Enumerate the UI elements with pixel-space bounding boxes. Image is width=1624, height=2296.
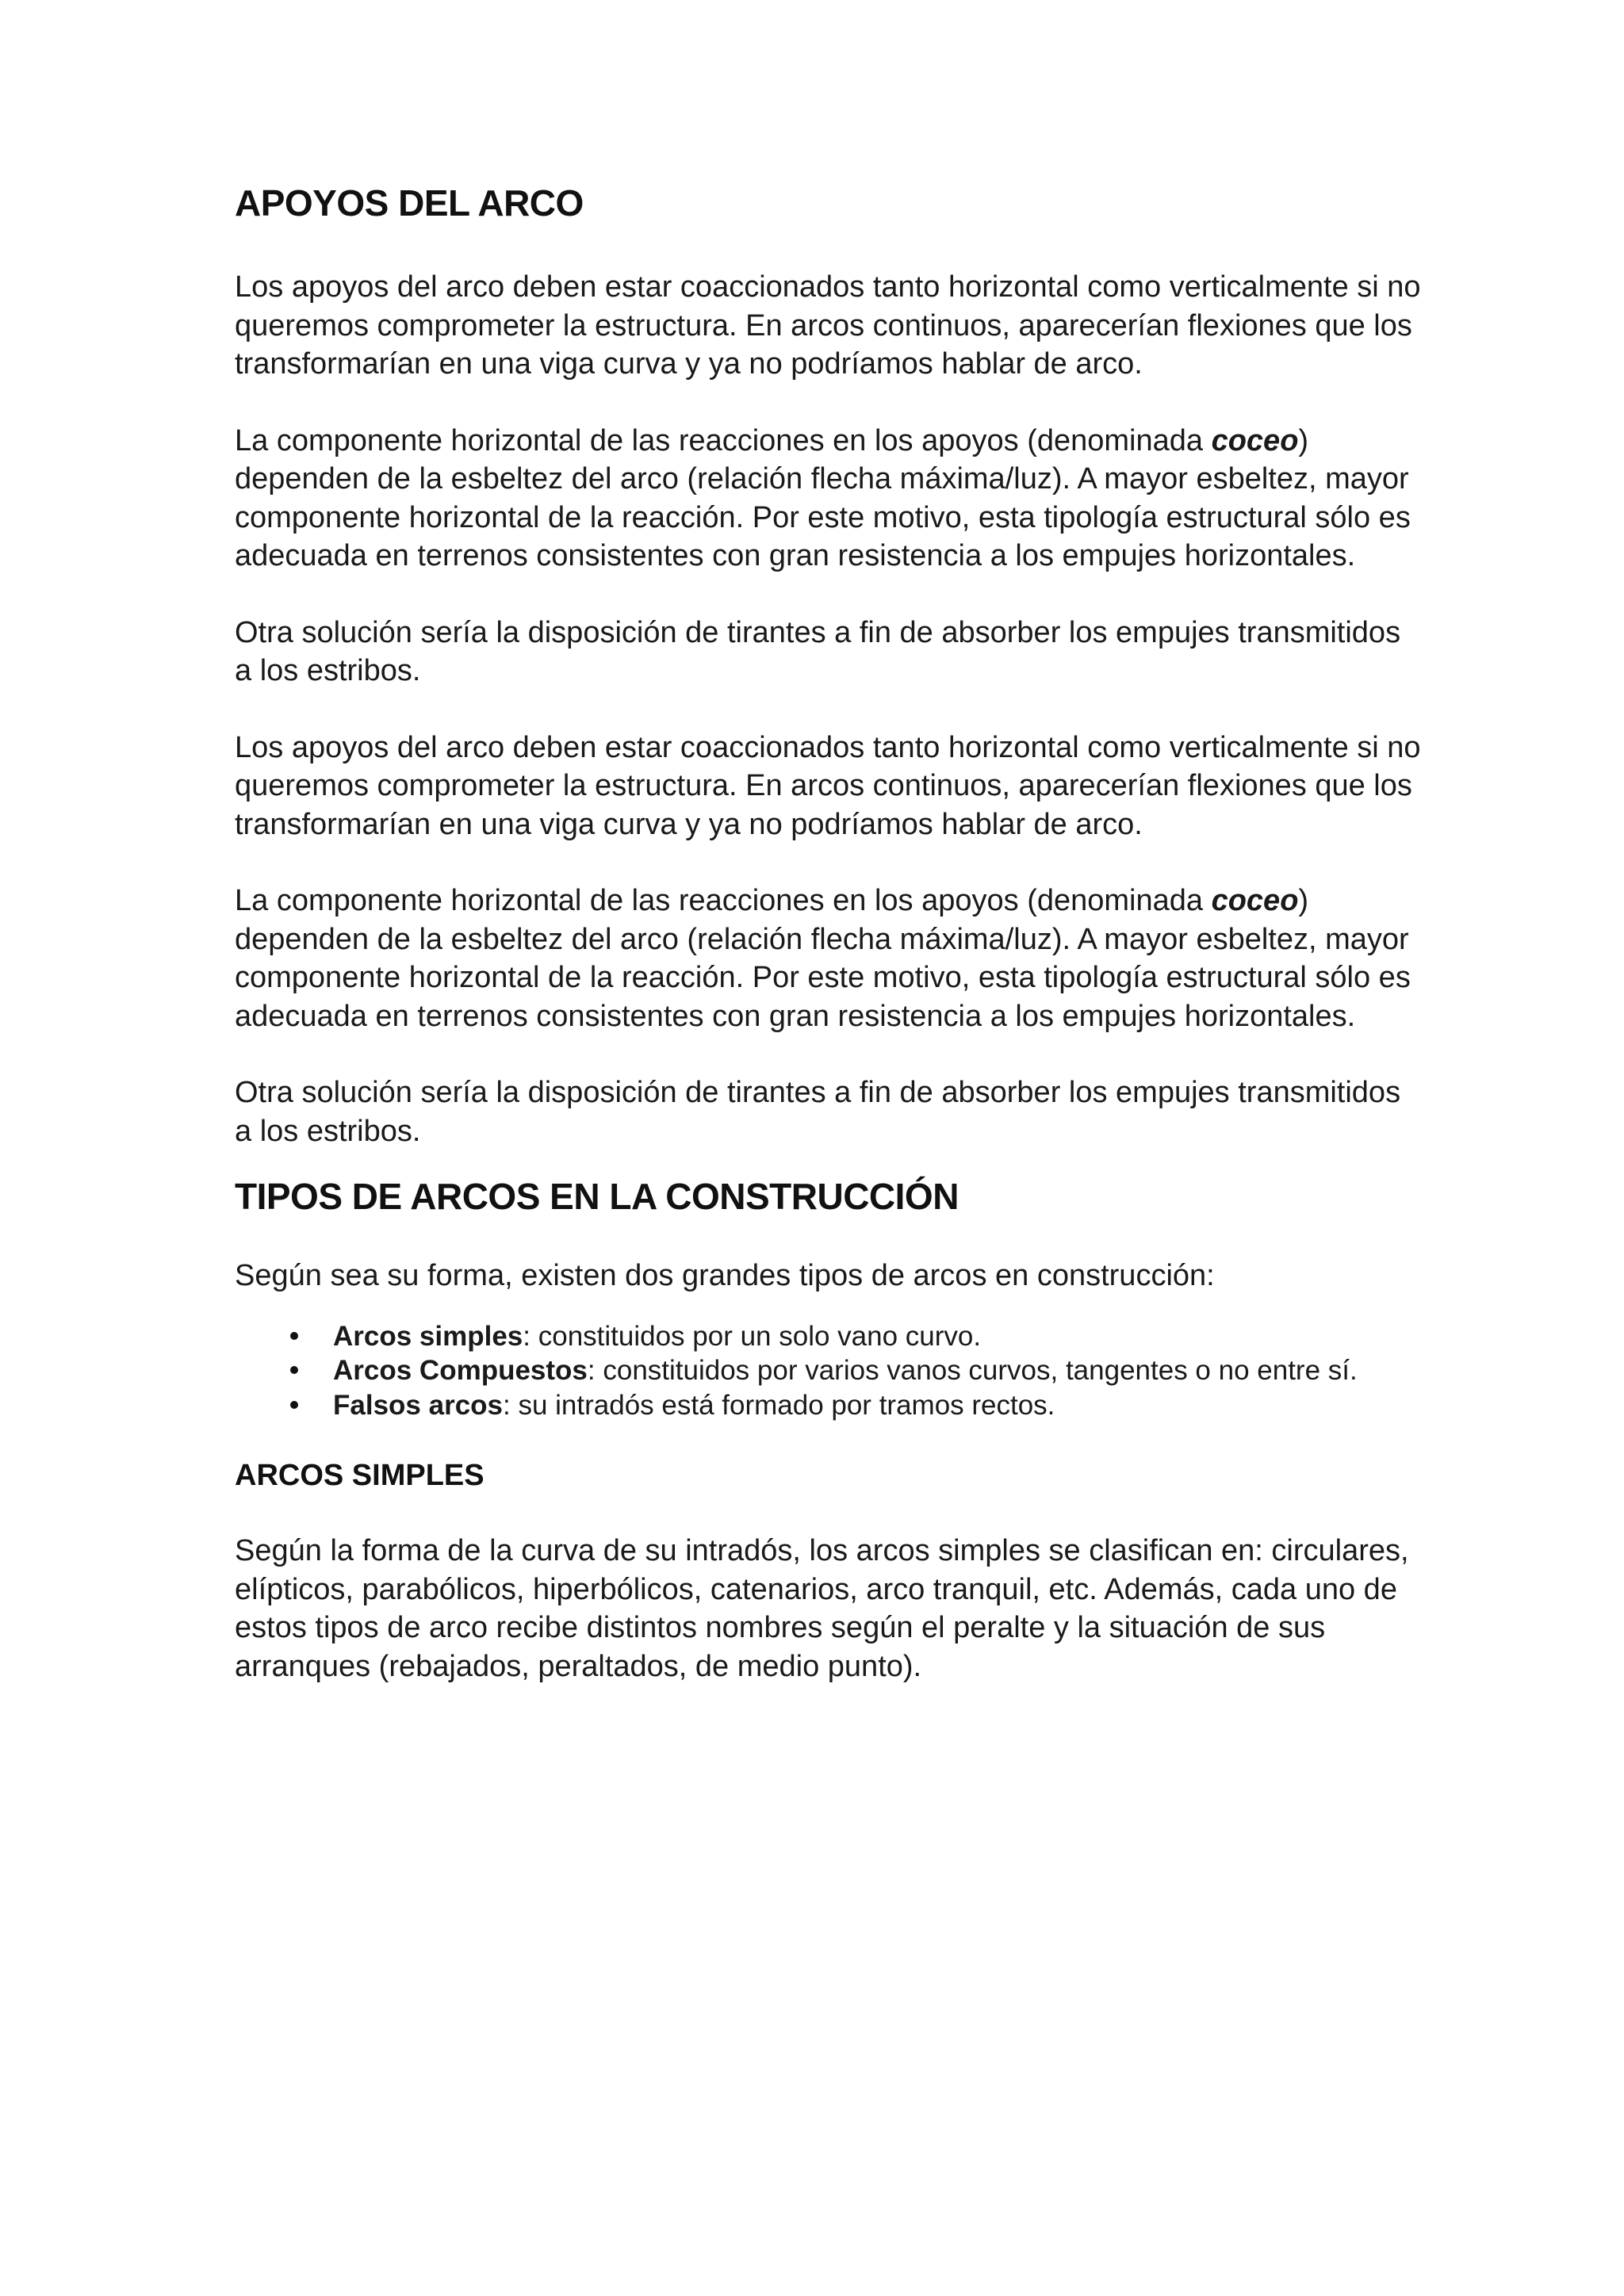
list-item-term: Arcos simples: [333, 1320, 523, 1352]
heading-arcos-simples: ARCOS SIMPLES: [235, 1459, 485, 1492]
list-item-desc: : constituidos por varios vanos curvos, tangentes o no entre sí.: [587, 1355, 1358, 1386]
list-item-term: Arcos Compuestos: [333, 1355, 588, 1386]
heading-tipos-de-arcos: TIPOS DE ARCOS EN LA CONSTRUCCIÓN: [235, 1176, 959, 1217]
term-coceo-2: coceo: [1211, 884, 1299, 917]
paragraph-apoyos-5-before: La componente horizontal de las reacciones en los apoyos (denominada: [235, 884, 1212, 917]
paragraph-apoyos-2: [235, 422, 1424, 576]
paragraph-apoyos-5: [235, 882, 1424, 1035]
paragraph-tipos-intro: Según sea su forma, existen dos grandes tipos de arcos en construcción:: [235, 1259, 1215, 1292]
list-item: [235, 1388, 1424, 1423]
paragraph-apoyos-2-after: ) dependen de la esbeltez del arco (relación flecha máxima/luz). A mayor esbeltez, mayor componente horizontal de la reacción. Por este motivo, esta tipología estructural sólo es adecuada en terrenos consistentes con gran resistencia a los empujes horizontales.: [235, 423, 1411, 572]
bullet-icon: [290, 1332, 298, 1340]
paragraph-apoyos-4: Los apoyos del arco deben estar coaccionados tanto horizontal como verticalmente si no queremos comprometer la estructura. En arcos continuos, aparecerían flexiones que los transformarían en una viga curva y ya no podríamos hablar de arco.: [235, 730, 1421, 841]
paragraph-apoyos-3: Otra solución sería la disposición de tirantes a fin de absorber los empujes transmitidos a los estribos.: [235, 615, 1401, 687]
bullet-icon: [290, 1366, 298, 1374]
arc-types-list: [235, 1319, 1424, 1423]
list-item-desc: : constituidos por un solo vano curvo.: [523, 1320, 982, 1352]
paragraph-apoyos-6: Otra solución sería la disposición de tirantes a fin de absorber los empujes transmitidos a los estribos.: [235, 1076, 1401, 1148]
document-body: [235, 181, 1424, 1686]
list-item-desc: : su intradós está formado por tramos rectos.: [503, 1389, 1055, 1421]
paragraph-arcos-simples: Según la forma de la curva de su intradós, los arcos simples se clasifican en: circulares, elípticos, parabólicos, hiperbólicos, catenarios, arco tranquil, etc. Además, cada uno de estos tipos de arco recibe distintos nombres según el peralte y la situación de sus arranques (rebajados, peraltados, de medio punto).: [235, 1534, 1409, 1683]
list-item: [235, 1319, 1424, 1354]
paragraph-apoyos-2-before: La componente horizontal de las reacciones en los apoyos (denominada: [235, 423, 1212, 457]
bullet-icon: [290, 1401, 298, 1409]
list-item: [235, 1353, 1424, 1388]
heading-apoyos-del-arco: APOYOS DEL ARCO: [235, 182, 584, 224]
paragraph-apoyos-5-after: ) dependen de la esbeltez del arco (relación flecha máxima/luz). A mayor esbeltez, mayor componente horizontal de la reacción. Por este motivo, esta tipología estructural sólo es adecuada en terrenos consistentes con gran resistencia a los empujes horizontales.: [235, 884, 1411, 1033]
paragraph-apoyos-1: Los apoyos del arco deben estar coaccionados tanto horizontal como verticalmente si no queremos comprometer la estructura. En arcos continuos, aparecerían flexiones que los transformarían en una viga curva y ya no podríamos hablar de arco.: [235, 270, 1421, 381]
term-coceo: coceo: [1211, 423, 1299, 457]
list-item-term: Falsos arcos: [333, 1389, 503, 1421]
